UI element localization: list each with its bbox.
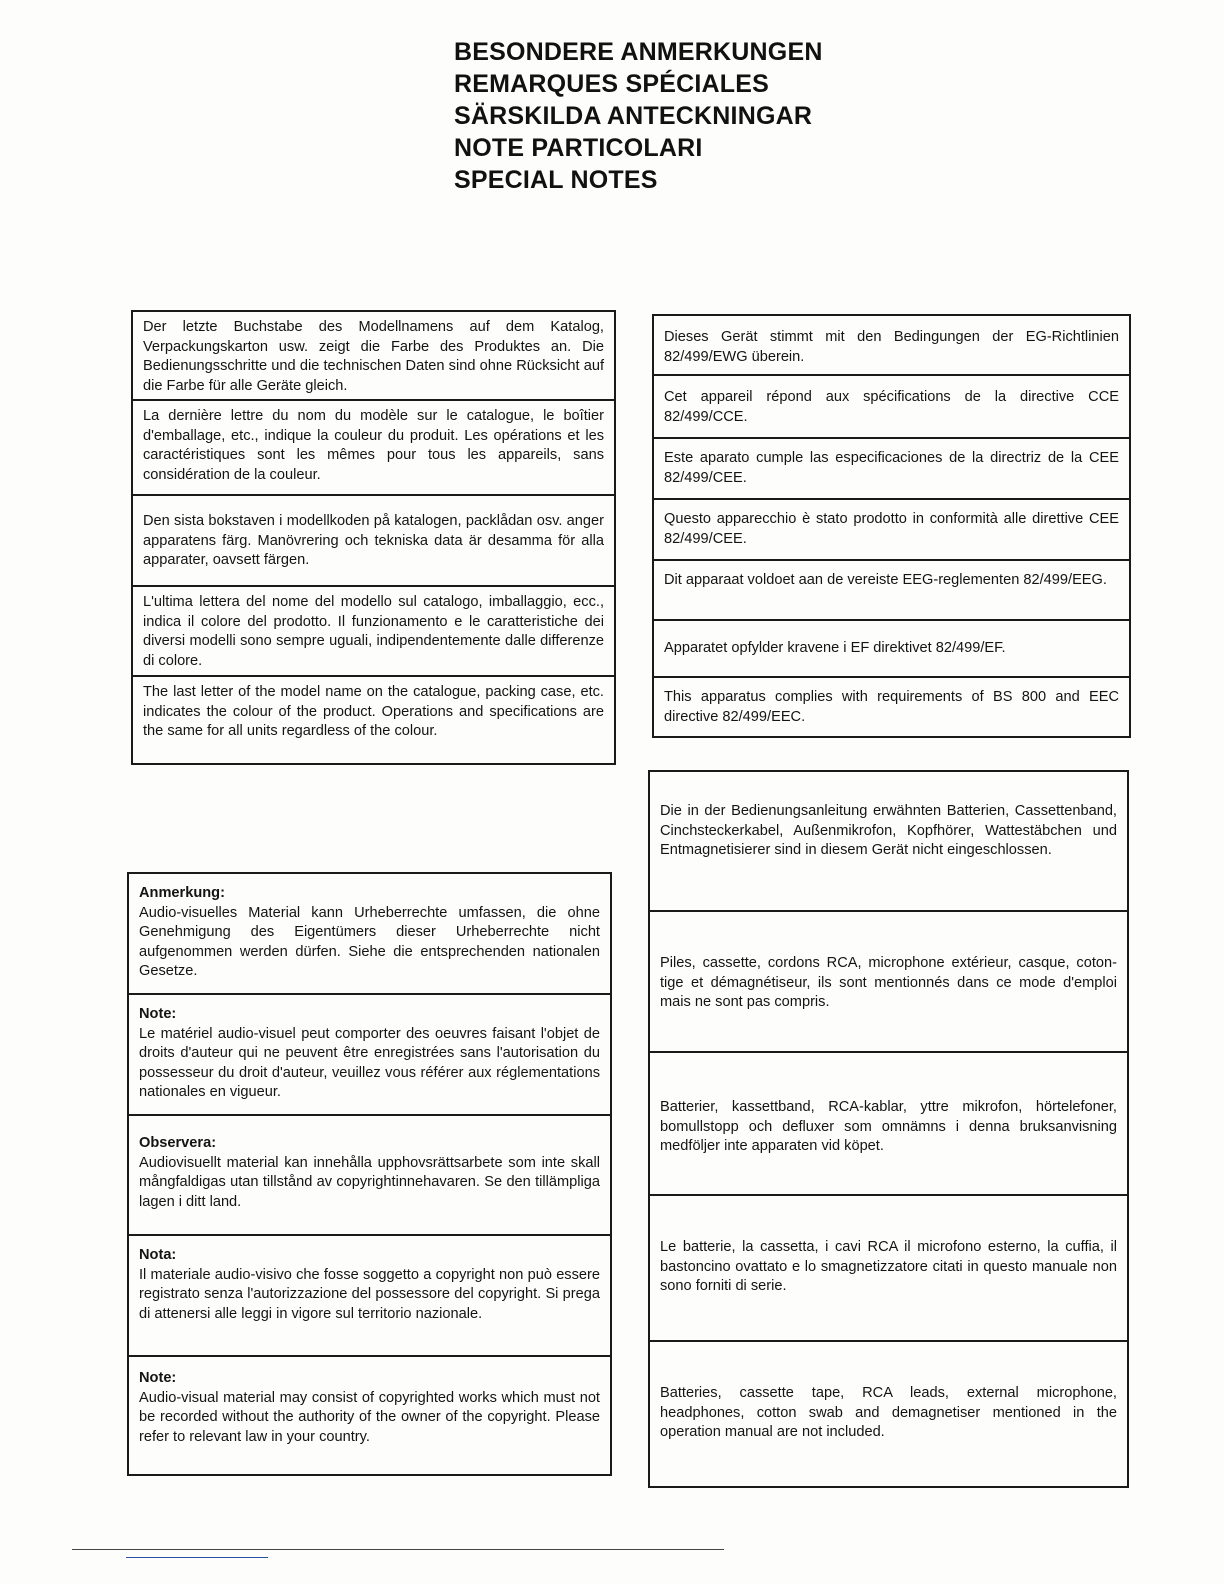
heading-french: REMARQUES SPÉCIALES (454, 70, 769, 98)
directive-note-danish: Apparatet opfylder kravene i EF direktivet 82/499/EF. (654, 621, 1129, 678)
accessory-note-german: Die in der Bedienungsanleitung erwähnten Batterien, Cassettenband, Cinchsteckerkabel, Außenmikrofon, Kopfhörer, Wattestäbchen und Entmagnetisierer sind in diesem Gerät nicht eingeschlossen. (650, 772, 1127, 912)
copyright-notes-box (127, 872, 612, 1476)
bottom-rule-accent (126, 1557, 268, 1558)
directive-note-german: Dieses Gerät stimmt mit den Bedingungen der EG-Richtlinien 82/499/EWG überein. (654, 316, 1129, 376)
accessory-note-swedish: Batterier, kassettband, RCA-kablar, yttre mikrofon, hörtelefoner, bomullstopp och defluxer som omnämns i denna bruksanvisning medföljer inte apparaten vid köpet. (650, 1053, 1127, 1196)
directive-note-dutch: Dit apparaat voldoet aan de vereiste EEG-reglementen 82/499/EEG. (654, 561, 1129, 621)
heading-german: BESONDERE ANMERKUNGEN (454, 38, 823, 66)
directive-notes-box (652, 314, 1131, 738)
accessory-note-english: Batteries, cassette tape, RCA leads, external microphone, headphones, cotton swab and demagnetiser mentioned in the operation manual are not included. (660, 1385, 1117, 1440)
directive-note-italian: Questo apparecchio è stato prodotto in conformità alle direttive CEE 82/499/CEE. (654, 500, 1129, 561)
heading-italian: NOTE PARTICOLARI (454, 134, 703, 162)
copyright-note-italian: Nota: Il materiale audio-visivo che fosse soggetto a copyright non può essere registrato senza l'autorizzazione del possessore del copyright. Si prega di attenersi alle leggi in vigore sul territorio nazionale. (129, 1236, 610, 1357)
colour-note-english: The last letter of the model name on the catalogue, packing case, etc. indicates the colour of the product. Operations and specifications are the same for all units regardless of the colour. (143, 684, 604, 739)
title-block (454, 36, 974, 196)
accessory-note-french: Piles, cassette, cordons RCA, microphone extérieur, casque, coton-tige et démagnétiseur, ils sont mentionnés dans ce mode d'emploi mais ne sont pas compris. (650, 912, 1127, 1053)
colour-note-french: La dernière lettre du nom du modèle sur le catalogue, le boîtier d'emballage, etc., indique la couleur du produit. Les opérations et les caractéristiques sont les mêmes pour tous les appareils, sans considération de la couleur. (133, 401, 614, 496)
colour-notes-box (131, 310, 616, 765)
heading-swedish: SÄRSKILDA ANTECKNINGAR (454, 102, 813, 130)
colour-note-german: Der letzte Buchstabe des Modellnamens auf dem Katalog, Verpackungskarton usw. zeigt die Farbe des Produktes an. Die Bedienungsschritte und die technischen Daten sind ohne Rücksicht auf die Farbe für alle Geräte gleich. (133, 312, 614, 401)
copyright-note-german: Anmerkung: Audio-visuelles Material kann Urheberrechte umfassen, die ohne Genehmigung des Eigentümers dieser Urheberrechte nicht aufgenommen werden dürfen. Siehe die entsprechenden nationalen Gesetze. (129, 874, 610, 995)
colour-note-swedish: Den sista bokstaven i modellkoden på katalogen, packlådan osv. anger apparatens färg. Manövrering och tekniska data är desamma för alla apparater, oavsett färgen. (133, 496, 614, 587)
heading-english: SPECIAL NOTES (454, 166, 658, 194)
copyright-note-english: Note: Audio-visual material may consist of copyrighted works which must not be recorded without the authority of the owner of the copyright. Please refer to relevant law in your country. (139, 1370, 600, 1445)
copyright-note-swedish: Observera: Audiovisuellt material kan innehålla upphovsrättsarbete som inte skall mångfaldigas utan tillstånd av copyrightinnehavaren. Se den tillämpliga lagen i ditt land. (129, 1116, 610, 1236)
accessory-note-italian: Le batterie, la cassetta, i cavi RCA il microfono esterno, la cuffia, il bastoncino ovattato e lo smagnetizzatore citati in questo manuale non sono forniti di serie. (650, 1196, 1127, 1342)
copyright-note-french: Note: Le matériel audio-visuel peut comporter des oeuvres faisant l'objet de droits d'auteur qui ne peuvent être enregistrées sans l'autorisation du possesseur du droit d'auteur, veuillez vous référer aux réglementations nationales en vigueur. (129, 995, 610, 1116)
bottom-rule (72, 1549, 724, 1550)
directive-note-spanish: Este aparato cumple las especificaciones de la directriz de la CEE 82/499/CEE. (654, 439, 1129, 500)
accessory-notes-box (648, 770, 1129, 1488)
directive-note-english: This apparatus complies with requirements of BS 800 and EEC directive 82/499/EEC. (664, 689, 1119, 725)
colour-note-italian: L'ultima lettera del nome del modello sul catalogo, imballaggio, ecc., indica il colore del prodotto. Il funzionamento e le caratteristiche dei diversi modelli sono sempre uguali, indipendentemente dalle differenze di colore. (133, 587, 614, 677)
directive-note-french: Cet appareil répond aux spécifications de la directive CCE 82/499/CCE. (654, 376, 1129, 439)
